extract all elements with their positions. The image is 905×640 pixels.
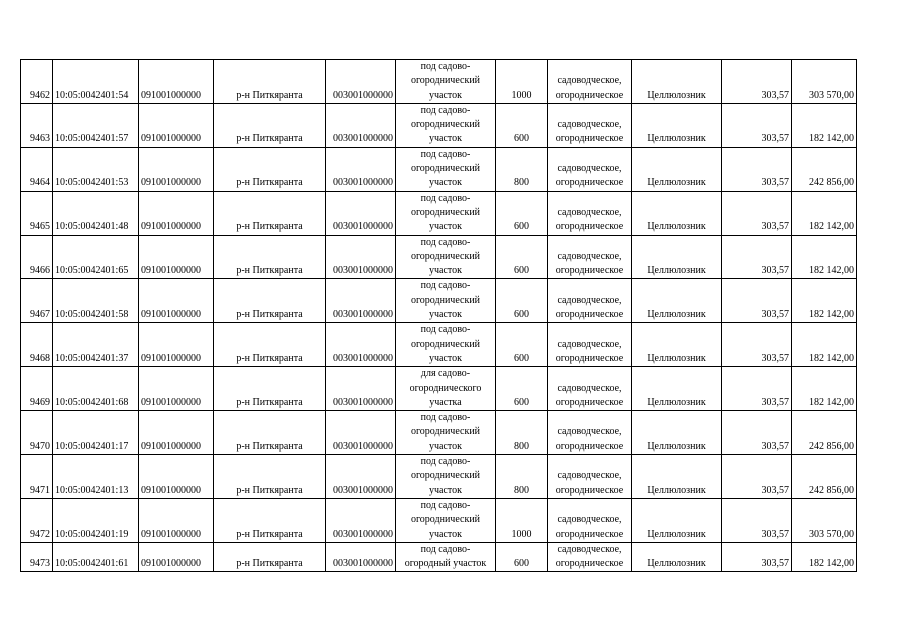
table-row [21, 323, 857, 367]
land-category-cell: садоводческое, огородническое [548, 191, 632, 235]
plot-area-cell: 800 [496, 147, 548, 191]
specific-value-cell: 303,57 [722, 542, 792, 572]
plot-area-cell: 600 [496, 323, 548, 367]
cadastral-number-cell: 10:05:0042401:13 [53, 455, 139, 499]
oktmo-code-cell: 003001000000 [326, 103, 396, 147]
region-code-cell: 091001000000 [139, 235, 214, 279]
row-number-cell: 9472 [21, 498, 53, 542]
organization-name-cell: Целлюлозник [632, 103, 722, 147]
permitted-use-cell: под садово- огородный участок [396, 542, 496, 572]
table-row [21, 103, 857, 147]
oktmo-code-cell: 003001000000 [326, 455, 396, 499]
region-code-cell: 091001000000 [139, 411, 214, 455]
row-number-cell: 9466 [21, 235, 53, 279]
cadastral-value-cell: 242 856,00 [792, 411, 857, 455]
specific-value-cell: 303,57 [722, 60, 792, 104]
cadastral-value-cell: 303 570,00 [792, 498, 857, 542]
land-category-cell: садоводческое, огородническое [548, 542, 632, 572]
oktmo-code-cell: 003001000000 [326, 323, 396, 367]
permitted-use-cell: для садово- огороднического участка [396, 367, 496, 411]
cadastral-value-cell: 182 142,00 [792, 367, 857, 411]
permitted-use-cell: под садово- огороднический участок [396, 60, 496, 104]
cadastral-number-cell: 10:05:0042401:61 [53, 542, 139, 572]
land-category-cell: садоводческое, огородническое [548, 103, 632, 147]
table-row [21, 147, 857, 191]
row-number-cell: 9464 [21, 147, 53, 191]
district-name-cell: р-н Питкяранта [214, 323, 326, 367]
plot-area-cell: 600 [496, 191, 548, 235]
cadastral-number-cell: 10:05:0042401:19 [53, 498, 139, 542]
organization-name-cell: Целлюлозник [632, 191, 722, 235]
organization-name-cell: Целлюлозник [632, 411, 722, 455]
permitted-use-cell: под садово- огороднический участок [396, 411, 496, 455]
land-category-cell: садоводческое, огородническое [548, 279, 632, 323]
organization-name-cell: Целлюлозник [632, 235, 722, 279]
cadastral-value-cell: 242 856,00 [792, 147, 857, 191]
specific-value-cell: 303,57 [722, 498, 792, 542]
oktmo-code-cell: 003001000000 [326, 542, 396, 572]
cadastral-value-cell: 182 142,00 [792, 235, 857, 279]
row-number-cell: 9467 [21, 279, 53, 323]
plot-area-cell: 600 [496, 103, 548, 147]
cadastral-value-cell: 182 142,00 [792, 103, 857, 147]
region-code-cell: 091001000000 [139, 60, 214, 104]
region-code-cell: 091001000000 [139, 367, 214, 411]
row-number-cell: 9468 [21, 323, 53, 367]
region-code-cell: 091001000000 [139, 323, 214, 367]
region-code-cell: 091001000000 [139, 542, 214, 572]
region-code-cell: 091001000000 [139, 498, 214, 542]
organization-name-cell: Целлюлозник [632, 498, 722, 542]
organization-name-cell: Целлюлозник [632, 147, 722, 191]
land-category-cell: садоводческое, огородническое [548, 498, 632, 542]
district-name-cell: р-н Питкяранта [214, 542, 326, 572]
cadastral-number-cell: 10:05:0042401:37 [53, 323, 139, 367]
plot-area-cell: 600 [496, 367, 548, 411]
permitted-use-cell: под садово- огороднический участок [396, 191, 496, 235]
land-category-cell: садоводческое, огородническое [548, 367, 632, 411]
district-name-cell: р-н Питкяранта [214, 279, 326, 323]
region-code-cell: 091001000000 [139, 103, 214, 147]
organization-name-cell: Целлюлозник [632, 455, 722, 499]
plot-area-cell: 600 [496, 279, 548, 323]
oktmo-code-cell: 003001000000 [326, 367, 396, 411]
oktmo-code-cell: 003001000000 [326, 147, 396, 191]
plot-area-cell: 1000 [496, 498, 548, 542]
row-number-cell: 9473 [21, 542, 53, 572]
specific-value-cell: 303,57 [722, 147, 792, 191]
cadastral-value-cell: 182 142,00 [792, 279, 857, 323]
oktmo-code-cell: 003001000000 [326, 498, 396, 542]
district-name-cell: р-н Питкяранта [214, 60, 326, 104]
row-number-cell: 9465 [21, 191, 53, 235]
permitted-use-cell: под садово- огороднический участок [396, 103, 496, 147]
cadastral-number-cell: 10:05:0042401:65 [53, 235, 139, 279]
organization-name-cell: Целлюлозник [632, 542, 722, 572]
table-body [21, 60, 857, 572]
table-row [21, 191, 857, 235]
specific-value-cell: 303,57 [722, 367, 792, 411]
specific-value-cell: 303,57 [722, 411, 792, 455]
permitted-use-cell: под садово- огороднический участок [396, 279, 496, 323]
district-name-cell: р-н Питкяранта [214, 103, 326, 147]
table-row [21, 279, 857, 323]
row-number-cell: 9469 [21, 367, 53, 411]
specific-value-cell: 303,57 [722, 191, 792, 235]
plot-area-cell: 1000 [496, 60, 548, 104]
district-name-cell: р-н Питкяранта [214, 191, 326, 235]
cadastral-value-cell: 303 570,00 [792, 60, 857, 104]
table-row [21, 60, 857, 104]
table-row [21, 367, 857, 411]
permitted-use-cell: под садово- огороднический участок [396, 235, 496, 279]
row-number-cell: 9471 [21, 455, 53, 499]
region-code-cell: 091001000000 [139, 147, 214, 191]
cadastral-value-cell: 182 142,00 [792, 191, 857, 235]
district-name-cell: р-н Питкяранта [214, 411, 326, 455]
plot-area-cell: 800 [496, 455, 548, 499]
row-number-cell: 9463 [21, 103, 53, 147]
permitted-use-cell: под садово- огороднический участок [396, 147, 496, 191]
table-row [21, 498, 857, 542]
table-row [21, 411, 857, 455]
organization-name-cell: Целлюлозник [632, 367, 722, 411]
cadastral-value-cell: 182 142,00 [792, 323, 857, 367]
permitted-use-cell: под садово- огороднический участок [396, 455, 496, 499]
row-number-cell: 9470 [21, 411, 53, 455]
organization-name-cell: Целлюлозник [632, 279, 722, 323]
row-number-cell: 9462 [21, 60, 53, 104]
plot-area-cell: 600 [496, 542, 548, 572]
land-category-cell: садоводческое, огородническое [548, 455, 632, 499]
oktmo-code-cell: 003001000000 [326, 235, 396, 279]
specific-value-cell: 303,57 [722, 279, 792, 323]
cadastral-number-cell: 10:05:0042401:53 [53, 147, 139, 191]
cadastral-number-cell: 10:05:0042401:57 [53, 103, 139, 147]
permitted-use-cell: под садово- огороднический участок [396, 323, 496, 367]
land-category-cell: садоводческое, огородническое [548, 411, 632, 455]
organization-name-cell: Целлюлозник [632, 323, 722, 367]
cadastral-number-cell: 10:05:0042401:48 [53, 191, 139, 235]
cadastral-number-cell: 10:05:0042401:54 [53, 60, 139, 104]
table-row [21, 542, 857, 572]
cadastral-number-cell: 10:05:0042401:17 [53, 411, 139, 455]
specific-value-cell: 303,57 [722, 455, 792, 499]
region-code-cell: 091001000000 [139, 279, 214, 323]
region-code-cell: 091001000000 [139, 191, 214, 235]
specific-value-cell: 303,57 [722, 323, 792, 367]
organization-name-cell: Целлюлозник [632, 60, 722, 104]
oktmo-code-cell: 003001000000 [326, 60, 396, 104]
specific-value-cell: 303,57 [722, 103, 792, 147]
permitted-use-cell: под садово- огороднический участок [396, 498, 496, 542]
district-name-cell: р-н Питкяранта [214, 367, 326, 411]
land-category-cell: садоводческое, огородническое [548, 60, 632, 104]
region-code-cell: 091001000000 [139, 455, 214, 499]
land-category-cell: садоводческое, огородническое [548, 235, 632, 279]
land-category-cell: садоводческое, огородническое [548, 323, 632, 367]
cadastral-value-cell: 242 856,00 [792, 455, 857, 499]
oktmo-code-cell: 003001000000 [326, 191, 396, 235]
plot-area-cell: 800 [496, 411, 548, 455]
land-plots-table [20, 59, 857, 572]
cadastral-number-cell: 10:05:0042401:68 [53, 367, 139, 411]
district-name-cell: р-н Питкяранта [214, 498, 326, 542]
plot-area-cell: 600 [496, 235, 548, 279]
district-name-cell: р-н Питкяранта [214, 235, 326, 279]
district-name-cell: р-н Питкяранта [214, 455, 326, 499]
specific-value-cell: 303,57 [722, 235, 792, 279]
district-name-cell: р-н Питкяранта [214, 147, 326, 191]
oktmo-code-cell: 003001000000 [326, 279, 396, 323]
land-category-cell: садоводческое, огородническое [548, 147, 632, 191]
cadastral-value-cell: 182 142,00 [792, 542, 857, 572]
table-row [21, 235, 857, 279]
cadastral-number-cell: 10:05:0042401:58 [53, 279, 139, 323]
table-row [21, 455, 857, 499]
oktmo-code-cell: 003001000000 [326, 411, 396, 455]
